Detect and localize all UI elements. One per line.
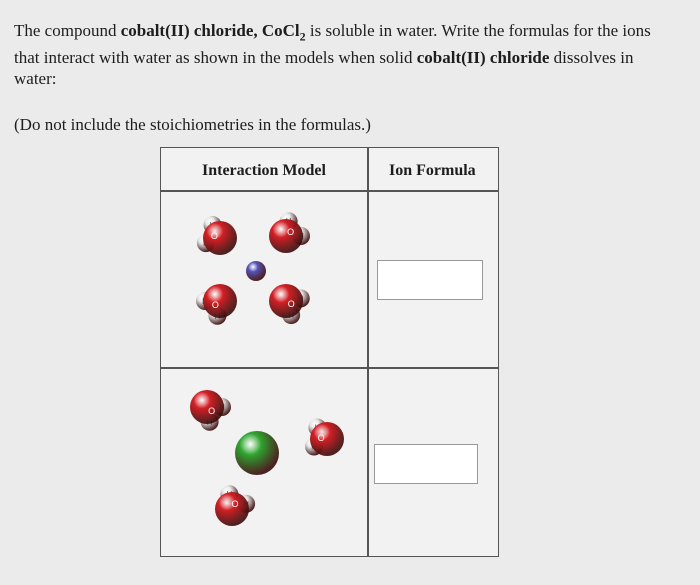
oxygen-label: O [287,299,295,309]
oxygen-label: O [317,432,325,443]
oxygen-atom [269,219,303,253]
oxygen-label: O [211,299,219,310]
question-part: dissolves in water: [14,48,634,89]
interaction-table [160,147,499,557]
formula-subscript: 2 [299,29,306,44]
oxygen-label: O [208,405,216,416]
oxygen-atom [203,284,237,318]
cation-water-model [161,191,367,367]
water-molecule [269,212,310,253]
oxygen-atom [269,284,303,318]
compound-name: cobalt(II) chloride [416,48,550,68]
header-ion-formula: Ion Formula [389,162,476,179]
central-ion [235,431,279,475]
oxygen-label: O [210,230,218,241]
oxygen-atom [310,422,344,456]
oxygen-atom [190,390,224,424]
oxygen-atom [203,221,237,255]
question-text [14,20,674,89]
anion-water-model [161,369,367,559]
question-part: is soluble in water. Write the formulas for the ions that interact with water as shown in the models when solid [14,21,651,68]
water-molecule [215,485,255,526]
oxygen-label: O [231,498,239,509]
header-interaction-model: Interaction Model [202,162,326,179]
oxygen-atom [215,492,249,526]
column-divider [367,148,369,556]
instruction-note: (Do not include the stoichiometries in the formulas.) [14,115,371,134]
water-molecule [269,284,310,324]
water-molecule [196,284,237,325]
water-molecule [197,216,237,255]
compound-name: cobalt(II) chloride, CoCl [120,21,300,40]
central-ion [246,261,266,281]
water-molecule [305,419,344,456]
ion-formula-input-2[interactable] [374,444,478,484]
oxygen-label: O [287,227,295,238]
question-part: The compound [14,21,121,40]
water-molecule [190,390,231,431]
ion-formula-input-1[interactable] [377,260,483,300]
